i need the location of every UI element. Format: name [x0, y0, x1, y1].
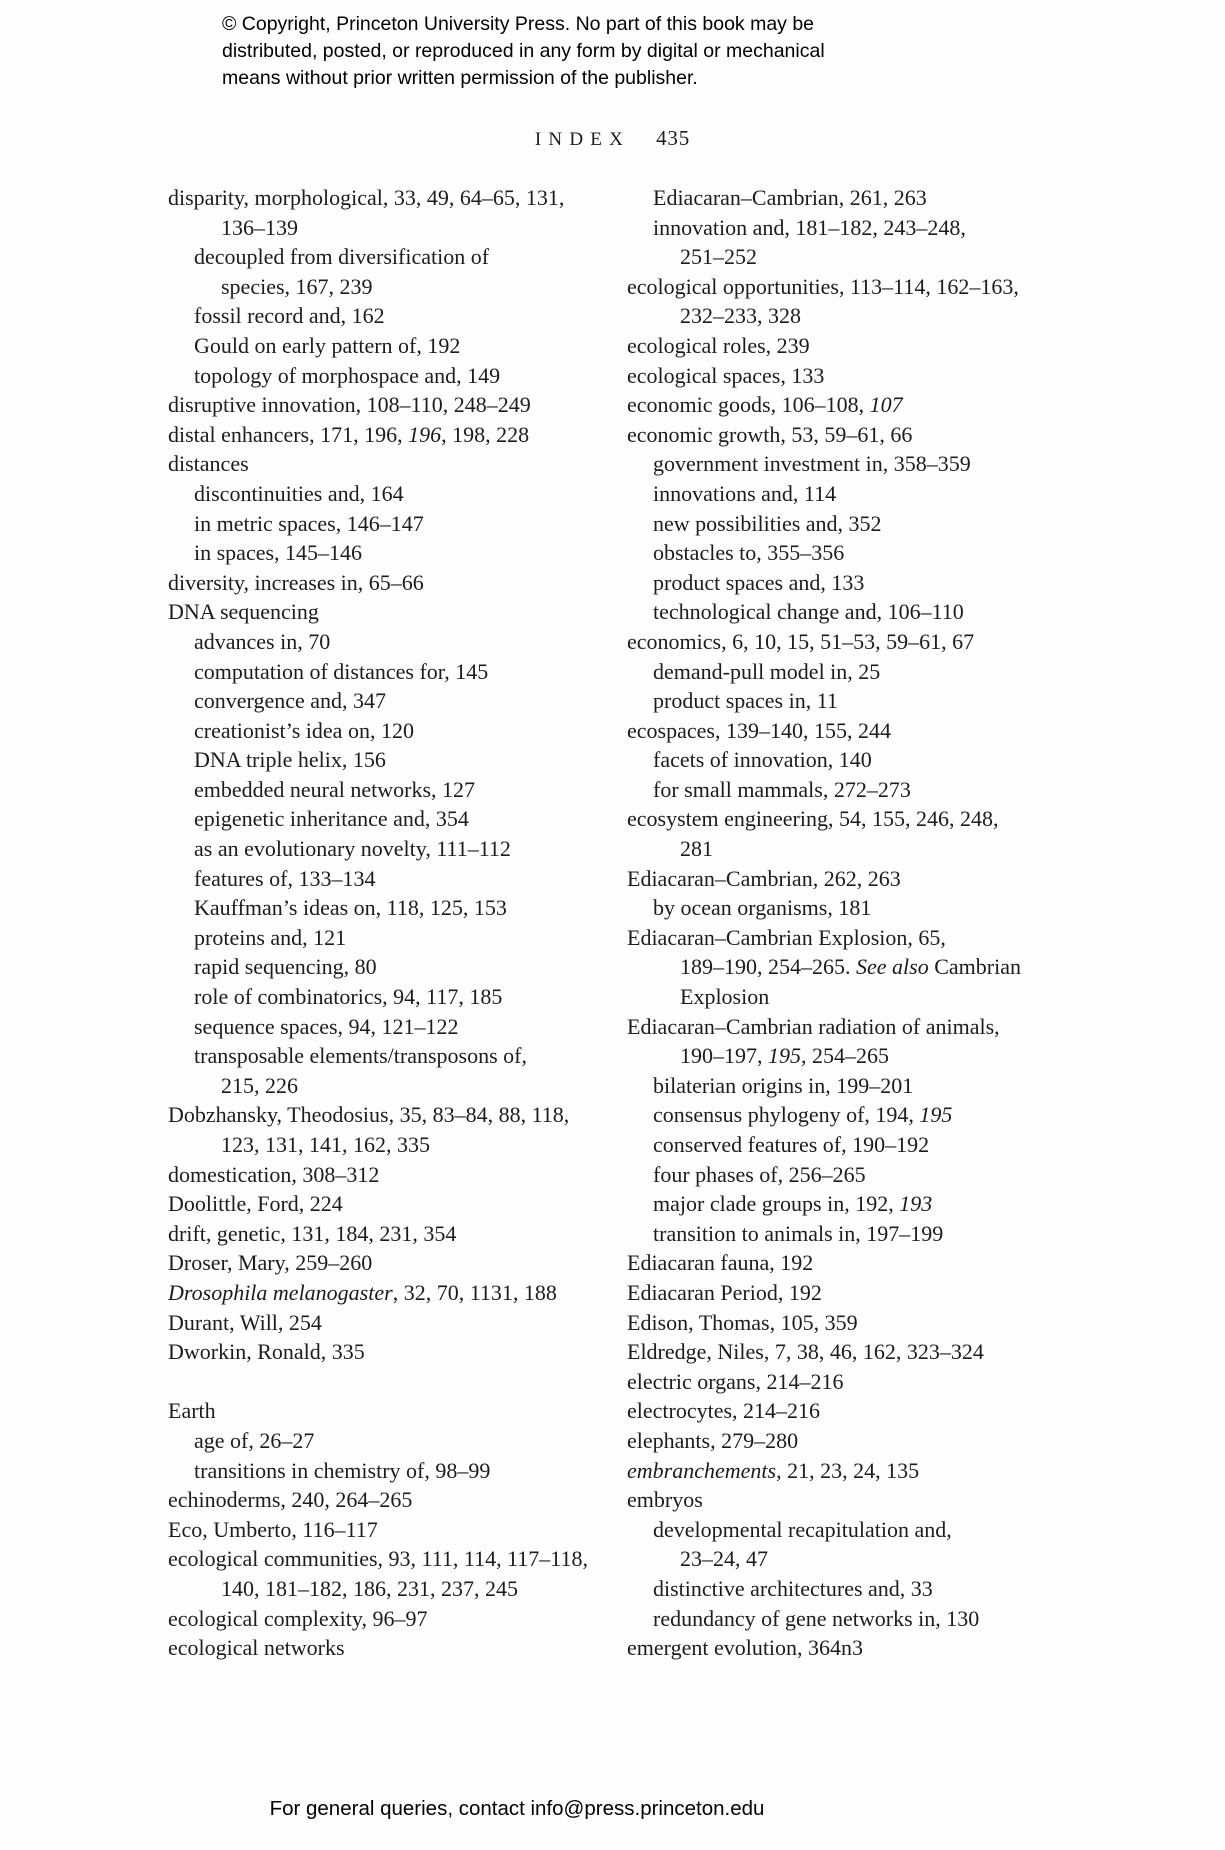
index-entry-italic-run: 195: [768, 1043, 801, 1069]
index-entry-text-run: demand-pull model in, 25: [653, 658, 881, 684]
index-entry: [168, 923, 618, 953]
index-entry: [168, 1337, 618, 1367]
index-entry: [168, 1012, 618, 1042]
index-entry-text-run: Doolittle, Ford, 224: [168, 1191, 343, 1217]
index-entry: [627, 1130, 1097, 1160]
index-entry: [627, 864, 1097, 894]
index-entry-text-run: computation of distances for, 145: [194, 658, 489, 684]
index-entry-text-run: 215, 226: [221, 1072, 298, 1098]
index-entry-text-run: ecological opportunities, 113–114, 162–163,: [627, 273, 1019, 299]
index-entry: [168, 1396, 618, 1426]
index-entry: [627, 1485, 1097, 1515]
index-entry: [627, 1337, 1097, 1367]
index-entry-text-run: ecological roles, 239: [627, 332, 810, 358]
index-entry-text-run: role of combinatorics, 94, 117, 185: [194, 984, 503, 1010]
page-footer: [0, 1797, 1034, 1821]
index-entry: [168, 479, 618, 509]
index-entry: [627, 1219, 1097, 1249]
index-entry-text-run: facets of innovation, 140: [653, 747, 872, 773]
index-entry-text-run: innovations and, 114: [653, 480, 837, 506]
index-entry-text-run: 140, 181–182, 186, 231, 237, 245: [221, 1575, 518, 1601]
index-entry: [168, 1160, 618, 1190]
index-entry-italic-run: 193: [899, 1191, 933, 1217]
index-entry-text-run: product spaces in, 11: [653, 688, 838, 714]
index-entry-text-run: Gould on early pattern of, 192: [194, 332, 461, 358]
index-entry: [168, 301, 618, 331]
index-entry-text-run: 251–252: [680, 244, 757, 270]
index-entry: [627, 449, 1097, 479]
index-entry-text-run: Ediacaran–Cambrian Explosion, 65,: [627, 924, 946, 950]
index-entry: [168, 1071, 618, 1101]
index-entry-text-run: emergent evolution, 364n3: [627, 1635, 864, 1661]
index-entry: [168, 864, 618, 894]
index-entry: [627, 893, 1097, 923]
index-entry: [168, 834, 618, 864]
index-entry: [168, 1308, 618, 1338]
index-entry-text-run: Ediacaran fauna, 192: [627, 1250, 814, 1276]
index-entry: [627, 568, 1097, 598]
index-entry: [627, 1515, 1097, 1545]
index-entry: [168, 1604, 618, 1634]
index-entry-text-run: sequence spaces, 94, 121–122: [194, 1013, 459, 1039]
index-entry: [627, 183, 1097, 213]
index-entry: [168, 509, 618, 539]
index-entry: [168, 627, 618, 657]
index-entry-text-run: ecological complexity, 96–97: [168, 1605, 428, 1631]
index-entry-text-run: for small mammals, 272–273: [653, 776, 911, 802]
index-entry: [627, 1426, 1097, 1456]
index-entry-text-run: major clade groups in, 192,: [653, 1191, 900, 1217]
index-entry-italic-run: See also: [856, 954, 929, 980]
index-entry-italic-run: Drosophila melanogaster: [168, 1279, 393, 1305]
index-entry-text-run: Ediacaran–Cambrian, 261, 263: [653, 185, 927, 210]
index-entry-text-run: fossil record and, 162: [194, 303, 385, 329]
index-entry-text-run: technological change and, 106–110: [653, 599, 964, 625]
index-entry-text-run: ecological communities, 93, 111, 114, 117–118,: [168, 1546, 588, 1572]
index-entry: [168, 1633, 618, 1663]
index-entry: [168, 1130, 618, 1160]
index-entry: [627, 1248, 1097, 1278]
index-entry-text-run: bilaterian origins in, 199–201: [653, 1072, 914, 1098]
index-entry: [627, 509, 1097, 539]
index-entry-text-run: conserved features of, 190–192: [653, 1132, 930, 1157]
index-entry: [627, 1574, 1097, 1604]
index-entry-text-run: as an evolutionary novelty, 111–112: [194, 836, 511, 862]
index-entry-text-run: Ediacaran–Cambrian, 262, 263: [627, 865, 901, 891]
index-entry-text-run: ecological spaces, 133: [627, 362, 825, 388]
index-entry-text-run: in spaces, 145–146: [194, 540, 363, 566]
index-entry-text-run: , 198, 228: [441, 421, 530, 447]
index-entry-text-run: distances: [168, 451, 249, 477]
index-column-left: [168, 183, 618, 1663]
copyright-line: distributed, posted, or reproduced in any form by digital or mechanical: [222, 40, 825, 62]
index-entry-text-run: DNA sequencing: [168, 599, 319, 625]
index-entry-text-run: Droser, Mary, 259–260: [168, 1250, 373, 1276]
index-entry: [627, 1189, 1097, 1219]
index-entry: [168, 1515, 618, 1545]
index-entry-text-run: consensus phylogeny of, 194,: [653, 1102, 920, 1128]
index-entry-text-run: new possibilities and, 352: [653, 510, 882, 536]
index-entry-text-run: echinoderms, 240, 264–265: [168, 1487, 413, 1513]
index-entry-text-run: domestication, 308–312: [168, 1161, 380, 1187]
index-entry-text-run: rapid sequencing, 80: [194, 954, 377, 980]
index-entry-text-run: 189–190, 254–265.: [680, 954, 856, 980]
index-entry: [168, 272, 618, 302]
index-entry-text-run: electric organs, 214–216: [627, 1368, 844, 1394]
index-entry: [627, 301, 1097, 331]
index-entry: [168, 745, 618, 775]
page-header: [140, 126, 1085, 151]
index-entry-text-run: 281: [680, 836, 713, 862]
index-entry: [168, 1456, 618, 1486]
index-entry-text-run: transitions in chemistry of, 98–99: [194, 1457, 491, 1483]
index-entry-italic-run: 195: [919, 1102, 953, 1128]
index-entry-text-run: 190–197,: [680, 1043, 768, 1069]
index-entry: [168, 420, 618, 450]
index-entry-text-run: 136–139: [221, 214, 298, 240]
index-entry-text-run: Dworkin, Ronald, 335: [168, 1339, 365, 1365]
index-entry: [627, 657, 1097, 687]
index-entry: [627, 597, 1097, 627]
index-entry-text-run: economics, 6, 10, 15, 51–53, 59–61, 67: [627, 628, 975, 654]
index-entry: [168, 1100, 618, 1130]
index-entry: [168, 1189, 618, 1219]
index-entry: [627, 627, 1097, 657]
index-entry: [627, 1633, 1097, 1663]
index-entry-text-run: transition to animals in, 197–199: [653, 1220, 944, 1246]
index-gap: [168, 1367, 618, 1397]
index-entry-text-run: Kauffman’s ideas on, 118, 125, 153: [194, 895, 507, 921]
index-entry: [168, 449, 618, 479]
index-entry: [627, 1367, 1097, 1397]
index-entry-text-run: Edison, Thomas, 105, 359: [627, 1309, 858, 1335]
index-entry: [627, 1308, 1097, 1338]
index-entry-text-run: , 21, 23, 24, 135: [776, 1457, 920, 1483]
index-entry-text-run: advances in, 70: [194, 628, 331, 654]
index-entry: [627, 479, 1097, 509]
index-entry-text-run: Eldredge, Niles, 7, 38, 46, 162, 323–324: [627, 1339, 984, 1365]
index-entry: [168, 804, 618, 834]
index-entry: [168, 686, 618, 716]
index-entry-text-run: Explosion: [680, 984, 770, 1010]
index-entry: [168, 716, 618, 746]
index-entry: [168, 1544, 618, 1574]
index-entry: [168, 183, 618, 213]
index-entry: [168, 538, 618, 568]
index-entry: [168, 982, 618, 1012]
index-entry-text-run: distal enhancers, 171, 196,: [168, 421, 409, 447]
index-entry: [627, 804, 1097, 834]
copyright-notice: [222, 11, 825, 92]
index-entry: [627, 952, 1097, 982]
index-entry-text-run: embedded neural networks, 127: [194, 776, 476, 802]
index-entry-text-run: ecological networks: [168, 1635, 345, 1661]
index-entry-text-run: 123, 131, 141, 162, 335: [221, 1132, 430, 1157]
index-entry-text-run: Ediacaran Period, 192: [627, 1279, 822, 1305]
index-entry-text-run: by ocean organisms, 181: [653, 895, 872, 921]
index-entry-text-run: features of, 133–134: [194, 865, 376, 891]
index-entry-text-run: diversity, increases in, 65–66: [168, 569, 424, 595]
index-entry: [627, 213, 1097, 243]
index-entry: [627, 1041, 1097, 1071]
index-entry: [168, 361, 618, 391]
index-entry: [168, 1219, 618, 1249]
index-entry-text-run: ecospaces, 139–140, 155, 244: [627, 717, 891, 743]
index-entry: [168, 597, 618, 627]
index-entry: [168, 1248, 618, 1278]
index-entry-text-run: distinctive architectures and, 33: [653, 1575, 933, 1601]
index-entry: [627, 745, 1097, 775]
index-entry: [627, 331, 1097, 361]
index-entry-text-run: economic goods, 106–108,: [627, 392, 870, 418]
copyright-line: means without prior written permission of the publisher.: [222, 67, 698, 89]
index-entry-text-run: topology of morphospace and, 149: [194, 362, 501, 388]
index-entry: [168, 893, 618, 923]
index-entry-text-run: elephants, 279–280: [627, 1427, 799, 1453]
index-entry-italic-run: 196: [408, 421, 442, 447]
index-entry-text-run: innovation and, 181–182, 243–248,: [653, 214, 966, 240]
index-entry: [168, 1426, 618, 1456]
index-entry: [168, 1485, 618, 1515]
index-entry-text-run: obstacles to, 355–356: [653, 540, 845, 566]
index-entry-text-run: economic growth, 53, 59–61, 66: [627, 421, 913, 447]
index-entry: [168, 1041, 618, 1071]
index-entry-text-run: species, 167, 239: [221, 273, 373, 299]
index-entry: [168, 390, 618, 420]
index-entry: [168, 952, 618, 982]
copyright-line: © Copyright, Princeton University Press. No part of this book may be: [222, 13, 815, 35]
index-entry: [168, 657, 618, 687]
index-entry: [627, 834, 1097, 864]
index-entry: [627, 1278, 1097, 1308]
index-entry: [627, 242, 1097, 272]
index-entry: [627, 1544, 1097, 1574]
index-entry: [627, 1456, 1097, 1486]
index-entry-text-run: Dobzhansky, Theodosius, 35, 83–84, 88, 118,: [168, 1102, 570, 1128]
index-entry-text-run: ecosystem engineering, 54, 155, 246, 248,: [627, 806, 999, 832]
index-entry: [627, 1071, 1097, 1101]
page-number: 435: [656, 126, 691, 150]
index-entry-text-run: transposable elements/transposons of,: [194, 1043, 527, 1069]
index-entry-italic-run: embranchements: [627, 1457, 777, 1483]
index-entry-text-run: DNA triple helix, 156: [194, 747, 386, 773]
index-entry-text-run: electrocytes, 214–216: [627, 1398, 821, 1424]
index-entry-text-run: government investment in, 358–359: [653, 451, 971, 477]
index-entry: [168, 1574, 618, 1604]
index-entry: [627, 1012, 1097, 1042]
index-entry-text-run: age of, 26–27: [194, 1427, 315, 1453]
index-entry-text-run: embryos: [627, 1487, 703, 1513]
index-entry: [627, 1396, 1097, 1426]
index-entry: [168, 1278, 618, 1308]
index-entry: [627, 272, 1097, 302]
index-entry: [168, 331, 618, 361]
index-entry: [627, 1604, 1097, 1634]
index-entry-text-run: four phases of, 256–265: [653, 1161, 866, 1187]
index-entry: [627, 716, 1097, 746]
index-entry: [627, 390, 1097, 420]
index-entry-text-run: disparity, morphological, 33, 49, 64–65, 131,: [168, 185, 565, 210]
index-entry-text-run: , 254–265: [801, 1043, 889, 1069]
index-entry: [168, 242, 618, 272]
index-entry-text-run: Ediacaran–Cambrian radiation of animals,: [627, 1013, 1000, 1039]
index-entry: [627, 1160, 1097, 1190]
index-entry: [627, 775, 1097, 805]
index-entry: [168, 213, 618, 243]
index-entry: [627, 923, 1097, 953]
index-entry: [627, 538, 1097, 568]
index-entry: [627, 982, 1097, 1012]
index-entry-text-run: decoupled from diversification of: [194, 244, 490, 270]
index-entry: [168, 775, 618, 805]
index-entry-text-run: , 32, 70, 1131, 188: [392, 1279, 557, 1305]
index-entry: [168, 568, 618, 598]
index-entry-text-run: epigenetic inheritance and, 354: [194, 806, 469, 832]
index-entry-text-run: Eco, Umberto, 116–117: [168, 1516, 378, 1542]
index-entry: [627, 420, 1097, 450]
index-entry-text-run: Earth: [168, 1398, 216, 1424]
index-entry-text-run: disruptive innovation, 108–110, 248–249: [168, 392, 531, 418]
index-entry-text-run: 23–24, 47: [680, 1546, 768, 1572]
index-entry-text-run: proteins and, 121: [194, 924, 347, 950]
index-entry-text-run: drift, genetic, 131, 184, 231, 354: [168, 1220, 457, 1246]
index-entry-text-run: discontinuities and, 164: [194, 480, 404, 506]
index-entry-italic-run: 107: [869, 392, 903, 418]
index-entry-text-run: Cambrian: [928, 954, 1021, 980]
index-title: INDEX: [534, 129, 631, 150]
contact-text: For general queries, contact info@press.princeton.edu: [269, 1797, 765, 1820]
index-entry-text-run: Durant, Will, 254: [168, 1309, 322, 1335]
index-entry-text-run: creationist’s idea on, 120: [194, 717, 414, 743]
index-entry: [627, 361, 1097, 391]
index-entry: [627, 1100, 1097, 1130]
index-entry: [627, 686, 1097, 716]
index-entry-text-run: convergence and, 347: [194, 688, 387, 714]
index-entry-text-run: product spaces and, 133: [653, 569, 865, 595]
index-column-right: [627, 183, 1097, 1663]
index-entry-text-run: developmental recapitulation and,: [653, 1516, 952, 1542]
index-entry-text-run: 232–233, 328: [680, 303, 801, 329]
index-entry-text-run: redundancy of gene networks in, 130: [653, 1605, 980, 1631]
index-entry-text-run: in metric spaces, 146–147: [194, 510, 424, 536]
